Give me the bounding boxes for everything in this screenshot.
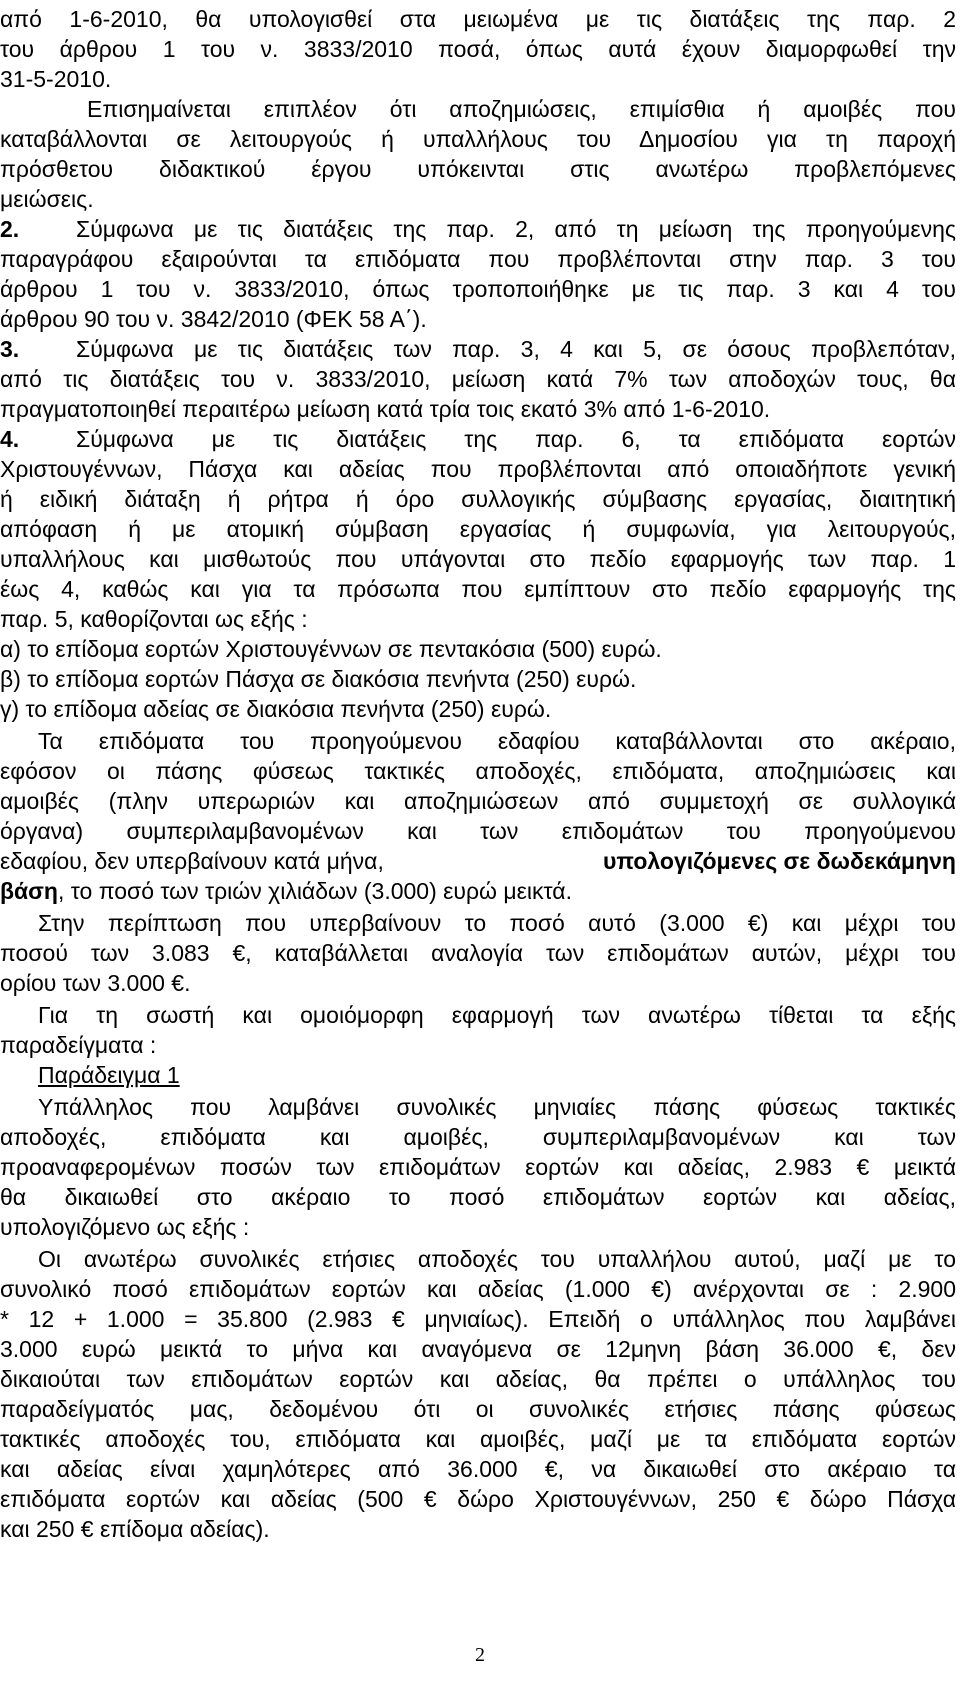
text-line <box>0 846 956 876</box>
text-line: παραδείγματός μας, δεδομένου ότι οι συνολικές ετήσιες πάσης φύσεως <box>0 1396 956 1422</box>
text-line: συνολικό ποσό επιδομάτων εορτών και αδείας (1.000 €) ανέρχονται σε : 2.900 <box>0 1276 956 1302</box>
text-line: αποδοχές, επιδόματα και αμοιβές, συμπεριλαμβανομένων και των <box>0 1124 956 1150</box>
text-line: παραγράφου εξαιρούνται τα επιδόματα που προβλέπονται στην παρ. 3 του <box>0 246 956 272</box>
text-line: του άρθρου 1 του ν. 3833/2010 ποσά, όπως αυτά έχουν διαμορφωθεί την <box>0 36 956 62</box>
text-line: Στην περίπτωση που υπερβαίνουν το ποσό αυτό (3.000 €) και μέχρι του <box>38 910 956 936</box>
text-line: ποσού των 3.083 €, καταβάλλεται αναλογία των επιδομάτων αυτών, μέχρι του <box>0 940 956 966</box>
text-segment: , το ποσό των τριών χιλιάδων (3.000) ευρώ μεικτά. <box>57 878 572 904</box>
text-line: Σύμφωνα με τις διατάξεις της παρ. 6, τα επιδόματα εορτών <box>76 426 956 452</box>
page-number: 2 <box>475 1644 485 1666</box>
text-line: 3.000 ευρώ μεικτά το μήνα και αναγόμενα σε 12μηνη βάση 36.000 €, δεν <box>0 1336 956 1362</box>
text-line: πρόσθετου διδακτικού έργου υπόκεινται στις ανωτέρω προβλεπόμενες <box>0 156 956 182</box>
text-segment: εδαφίου, δεν υπερβαίνουν κατά μήνα, <box>0 848 384 874</box>
item-number: 4. <box>0 426 20 452</box>
text-line: Υπάλληλος που λαμβάνει συνολικές μηνιαίες πάσης φύσεως τακτικές <box>38 1094 956 1120</box>
text-line: * 12 + 1.000 = 35.800 (2.983 € μηνιαίως). Επειδή ο υπάλληλος που λαμβάνει <box>0 1306 956 1332</box>
bold-phrase: υπολογιζόμενες σε δωδεκάμηνη <box>603 848 956 874</box>
text-line: από τις διατάξεις του ν. 3833/2010, μείωση κατά 7% των αποδοχών τους, θα <box>0 366 956 392</box>
text-line: άρθρου 1 του ν. 3833/2010, όπως τροποποιήθηκε με τις παρ. 3 και 4 του <box>0 276 956 302</box>
list-item: α) το επίδομα εορτών Χριστουγέννων σε πεντακόσια (500) ευρώ. <box>0 636 662 662</box>
text-line: ορίου των 3.000 €. <box>0 970 191 996</box>
text-line <box>0 876 956 906</box>
text-line: καταβάλλονται σε λειτουργούς ή υπαλλήλους του Δημοσίου για τη παροχή <box>0 126 956 152</box>
text-line: απόφαση ή με ατομική σύμβαση εργασίας ή συμφωνία, για λειτουργούς, <box>0 516 956 542</box>
item-number: 3. <box>0 336 20 362</box>
text-line: Τα επιδόματα του προηγούμενου εδαφίου καταβάλλονται στο ακέραιο, <box>38 728 956 754</box>
text-line: υπαλλήλους και μισθωτούς που υπάγονται στο πεδίο εφαρμογής των παρ. 1 <box>0 546 956 572</box>
text-line: από 1-6-2010, θα υπολογισθεί στα μειωμένα με τις διατάξεις της παρ. 2 <box>0 6 956 32</box>
text-line: έως 4, καθώς και για τα πρόσωπα που εμπίπτουν στο πεδίο εφαρμογής της <box>0 576 956 602</box>
text-line: θα δικαιωθεί στο ακέραιο το ποσό επιδομάτων εορτών και αδείας, <box>0 1184 956 1210</box>
text-line: εφόσον οι πάσης φύσεως τακτικές αποδοχές, επιδόματα, αποζημιώσεις και <box>0 758 956 784</box>
text-line: Χριστουγέννων, Πάσχα και αδείας που προβλέπονται από οποιαδήποτε γενική <box>0 456 956 482</box>
text-line: παρ. 5, καθορίζονται ως εξής : <box>0 606 308 632</box>
text-line: δικαιούται των επιδομάτων εορτών και αδείας, θα πρέπει ο υπάλληλος του <box>0 1366 956 1392</box>
text-line: και 250 € επίδομα αδείας). <box>0 1516 270 1542</box>
text-line: Σύμφωνα με τις διατάξεις των παρ. 3, 4 και 5, σε όσους προβλεπόταν, <box>76 336 956 362</box>
text-line: όργανα) συμπεριλαμβανομένων και των επιδομάτων του προηγούμενου <box>0 818 956 844</box>
text-line: Για τη σωστή και ομοιόμορφη εφαρμογή των ανωτέρω τίθεται τα εξής <box>38 1002 956 1028</box>
text-line: προαναφερομένων ποσών των επιδομάτων εορτών και αδείας, 2.983 € μεικτά <box>0 1154 956 1180</box>
text-line: Σύμφωνα με τις διατάξεις της παρ. 2, από τη μείωση της προηγούμενης <box>76 216 956 242</box>
list-item: β) το επίδομα εορτών Πάσχα σε διακόσια πενήντα (250) ευρώ. <box>0 666 637 692</box>
text-line: αμοιβές (πλην υπερωριών και αποζημιώσεων από συμμετοχή σε συλλογικά <box>0 788 956 814</box>
item-number: 2. <box>0 216 20 242</box>
text-line: παραδείγματα : <box>0 1032 157 1058</box>
text-line: επιδόματα εορτών και αδείας (500 € δώρο Χριστουγέννων, 250 € δώρο Πάσχα <box>0 1486 956 1512</box>
text-line: υπολογιζόμενο ως εξής : <box>0 1214 250 1240</box>
text-line: ή ειδική διάταξη ή ρήτρα ή όρο συλλογικής σύμβασης εργασίας, διαιτητική <box>0 486 956 512</box>
list-item: γ) το επίδομα αδείας σε διακόσια πενήντα (250) ευρώ. <box>0 696 552 722</box>
example-heading: Παράδειγμα 1 <box>38 1062 180 1088</box>
text-line: μειώσεις. <box>0 186 94 212</box>
bold-phrase: βάση <box>0 878 58 904</box>
text-line: και αδείας είναι χαμηλότερες από 36.000 €, να δικαιωθεί στο ακέραιο τα <box>0 1456 956 1482</box>
text-line: πραγματοποιηθεί περαιτέρω μείωση κατά τρία τοις εκατό 3% από 1-6-2010. <box>0 396 771 422</box>
text-line: 31-5-2010. <box>0 66 112 92</box>
text-line: άρθρου 90 του ν. 3842/2010 (ΦΕΚ 58 Α΄). <box>0 306 427 332</box>
text-line: τακτικές αποδοχές του, επιδόματα και αμοιβές, μαζί με τα επιδόματα εορτών <box>0 1426 956 1452</box>
text-line: Οι ανωτέρω συνολικές ετήσιες αποδοχές του υπαλλήλου αυτού, μαζί με το <box>38 1246 956 1272</box>
text-line: Επισημαίνεται επιπλέον ότι αποζημιώσεις, επιμίσθια ή αμοιβές που <box>87 96 956 122</box>
